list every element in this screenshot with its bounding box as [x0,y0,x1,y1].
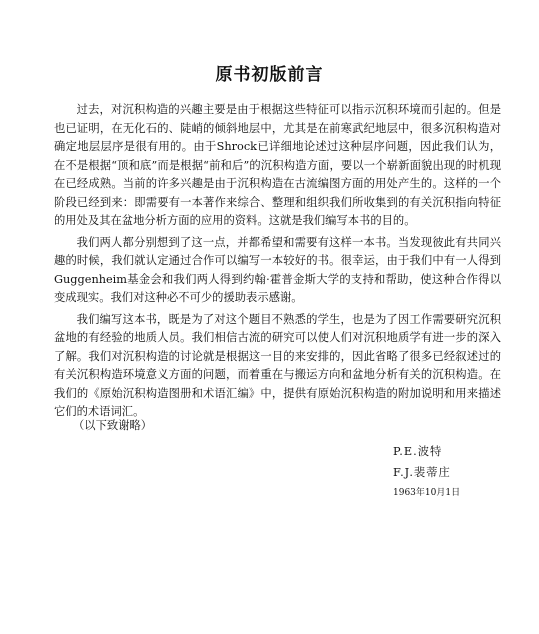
signature-date: 1963年10月1日 [393,488,461,498]
signature-block [393,441,460,504]
paragraph: 我们两人都分别想到了这一点，并都希望和需要有这样一本书。当发现彼此有共同兴趣的时候，我们就认定通过合作可以编写一本较好的书。很幸运，由于我们中有一人得到Guggenheim基金会和我们两人得到约翰·霍普金斯大学的支持和帮助，使这种合作得以变成现实。我们对这种必不可少的援助表示感谢。 [54,235,501,304]
author-signature: F.J.裴蒂庄 [393,466,451,479]
closing-note: （以下致谢略） [73,419,153,432]
paragraph: 我们编写这本书，既是为了对这个题目不熟悉的学生，也是为了因工作需要研究沉积盆地的有经验的地质人员。我们相信古流的研究可以使人们对沉积地质学有进一步的深入了解。我们对沉积构造的讨论就是根据这一目的来安排的，因此省略了很多已经叙述过的有关沉积构造环境意义方面的问题，而着重在与搬运方向和盆地分析有关的沉积构造。在我们的《原始沉积构造图册和术语汇编》中，提供有原始沉积构造的附加说明和用来描述它们的术语词汇。 [54,312,501,418]
preface-body [54,101,501,425]
paragraph: 过去，对沉积构造的兴趣主要是由于根据这些特征可以指示沉积环境而引起的。但是也已证明，在无化石的、陡峭的倾斜地层中，尤其是在前寒武纪地层中，很多沉积构造对确定地层层序是很有用的。由于Shrock已详细地论述过这种层序问题，因此我们认为，在不是根据“顶和底”而是根据“前和后”的沉积构造方面，要以一个崭新面貌出现的时机现在已经成熟。当前的许多兴趣是由于沉积构造在古流编图方面的用处产生的。这样的一个阶段已经到来：即需要有一本著作来综合、整理和组织我们所收集到的有关沉积指向特征的用处及其在盆地分析方面的应用的资料。这就是我们编写本书的目的。 [54,103,501,227]
author-signature: P.E.波特 [393,445,443,458]
page-title: 原书初版前言 [215,65,324,85]
